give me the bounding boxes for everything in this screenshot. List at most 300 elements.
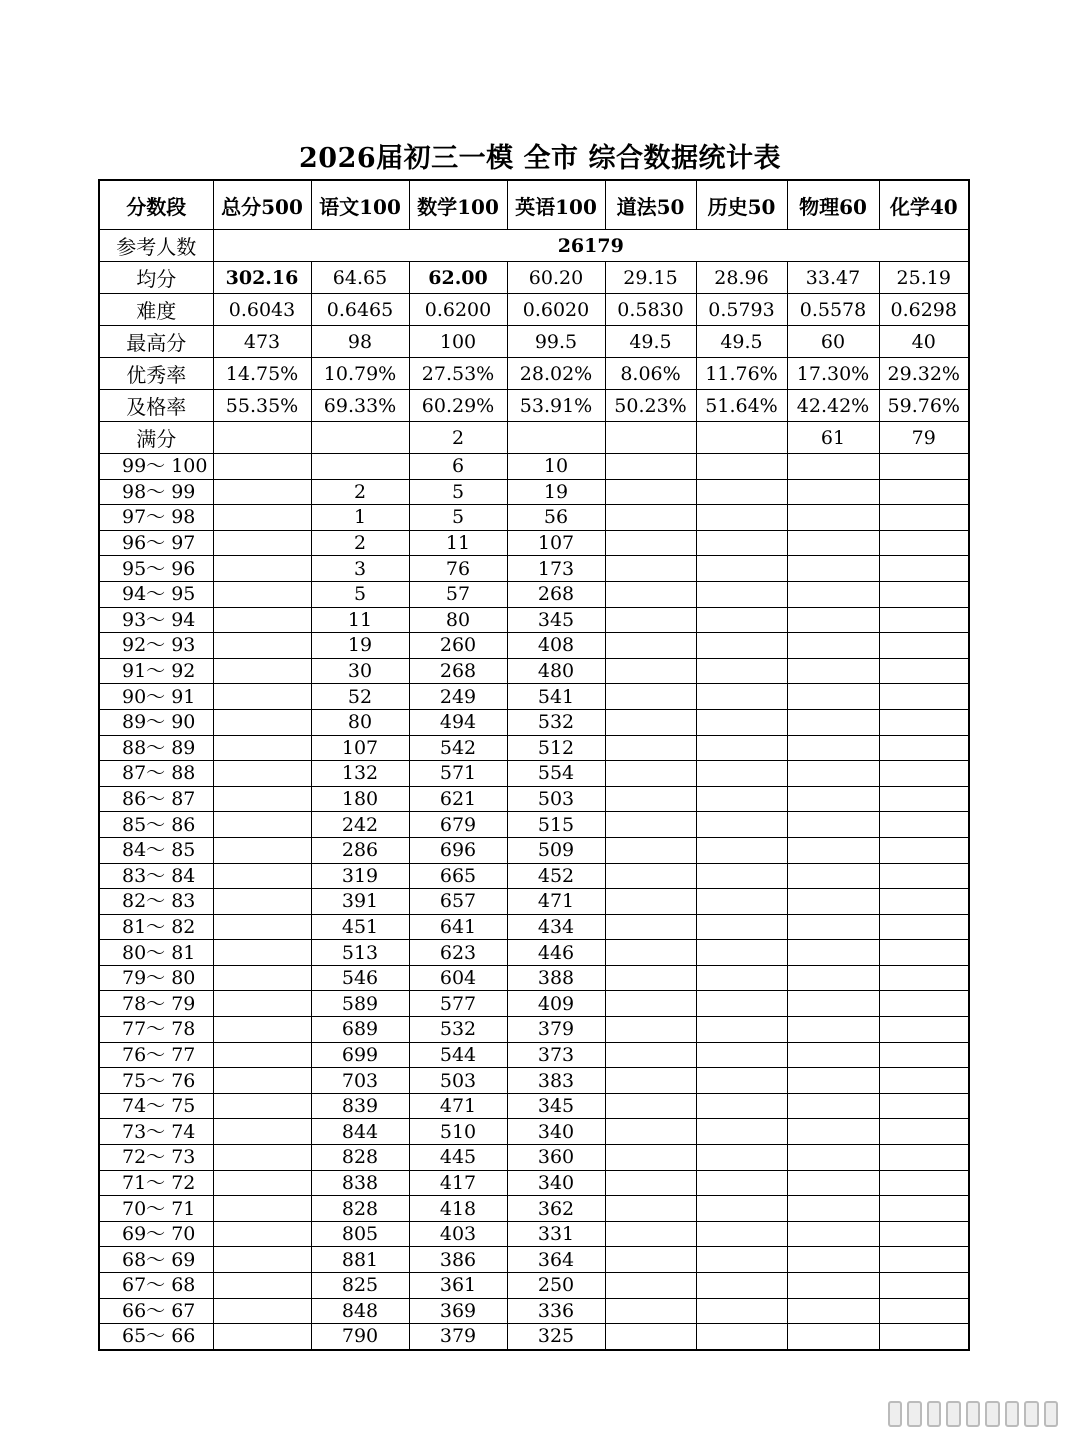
table-cell — [879, 479, 969, 505]
table-cell: 61 — [787, 422, 879, 454]
row-label: 及格率 — [99, 390, 213, 422]
table-cell — [879, 1170, 969, 1196]
row-label: 参考人数 — [99, 230, 213, 262]
table-cell — [605, 1196, 696, 1222]
column-header: 语文100 — [311, 180, 409, 230]
table-cell — [879, 581, 969, 607]
table-cell: 391 — [311, 889, 409, 915]
table-row — [99, 1170, 969, 1196]
table-cell: 268 — [507, 581, 605, 607]
table-cell — [787, 863, 879, 889]
table-cell: 828 — [311, 1145, 409, 1171]
table-cell: 577 — [409, 991, 507, 1017]
table-cell — [787, 1247, 879, 1273]
table-cell: 1 — [311, 505, 409, 531]
summary-row — [99, 326, 969, 358]
table-cell — [787, 914, 879, 940]
table-cell — [696, 837, 787, 863]
score-range: 69～ 70 — [99, 1221, 213, 1247]
table-row — [99, 1017, 969, 1043]
table-cell — [787, 786, 879, 812]
table-cell: 69.33% — [311, 390, 409, 422]
table-cell — [213, 709, 311, 735]
row-label: 满分 — [99, 422, 213, 454]
table-cell: 512 — [507, 735, 605, 761]
table-cell: 3 — [311, 556, 409, 582]
score-range: 84～ 85 — [99, 837, 213, 863]
table-cell: 0.6298 — [879, 294, 969, 326]
table-cell — [696, 454, 787, 480]
score-range: 71～ 72 — [99, 1170, 213, 1196]
table-cell: 42.42% — [787, 390, 879, 422]
score-range: 74～ 75 — [99, 1093, 213, 1119]
table-cell — [879, 761, 969, 787]
table-cell: 33.47 — [787, 262, 879, 294]
table-cell: 5 — [409, 479, 507, 505]
table-cell — [879, 1093, 969, 1119]
table-cell — [696, 607, 787, 633]
table-cell — [696, 556, 787, 582]
table-cell — [696, 1221, 787, 1247]
table-cell: 60.29% — [409, 390, 507, 422]
table-cell: 790 — [311, 1324, 409, 1350]
table-row — [99, 837, 969, 863]
table-cell — [605, 837, 696, 863]
table-cell — [879, 1042, 969, 1068]
table-cell — [787, 454, 879, 480]
table-cell: 554 — [507, 761, 605, 787]
table-cell — [696, 422, 787, 454]
table-cell — [787, 1298, 879, 1324]
table-cell — [696, 812, 787, 838]
table-cell: 825 — [311, 1273, 409, 1299]
table-cell — [605, 735, 696, 761]
table-cell — [879, 709, 969, 735]
table-row — [99, 505, 969, 531]
table-cell: 302.16 — [213, 262, 311, 294]
table-cell: 11 — [311, 607, 409, 633]
table-cell — [879, 1145, 969, 1171]
table-cell — [605, 556, 696, 582]
score-range: 65～ 66 — [99, 1324, 213, 1350]
score-range: 83～ 84 — [99, 863, 213, 889]
table-cell — [696, 581, 787, 607]
table-cell: 29.32% — [879, 358, 969, 390]
table-cell: 471 — [507, 889, 605, 915]
row-label: 优秀率 — [99, 358, 213, 390]
column-header: 数学100 — [409, 180, 507, 230]
table-cell: 532 — [507, 709, 605, 735]
table-cell: 180 — [311, 786, 409, 812]
table-cell — [879, 530, 969, 556]
table-cell — [787, 1042, 879, 1068]
table-cell — [213, 1247, 311, 1273]
table-cell — [787, 991, 879, 1017]
table-cell: 542 — [409, 735, 507, 761]
table-cell — [311, 422, 409, 454]
table-cell: 2 — [409, 422, 507, 454]
table-cell — [879, 633, 969, 659]
table-cell: 805 — [311, 1221, 409, 1247]
table-cell — [213, 607, 311, 633]
table-row — [99, 633, 969, 659]
table-cell: 107 — [507, 530, 605, 556]
score-range: 72～ 73 — [99, 1145, 213, 1171]
table-cell — [605, 422, 696, 454]
table-cell — [879, 1247, 969, 1273]
table-cell: 340 — [507, 1170, 605, 1196]
table-cell — [213, 1017, 311, 1043]
table-cell: 409 — [507, 991, 605, 1017]
table-cell — [605, 1273, 696, 1299]
table-cell: 515 — [507, 812, 605, 838]
table-cell: 49.5 — [605, 326, 696, 358]
table-cell — [605, 1170, 696, 1196]
table-cell — [213, 940, 311, 966]
score-range: 75～ 76 — [99, 1068, 213, 1094]
table-cell: 107 — [311, 735, 409, 761]
table-cell — [787, 505, 879, 531]
table-cell: 260 — [409, 633, 507, 659]
table-cell: 471 — [409, 1093, 507, 1119]
table-cell: 388 — [507, 965, 605, 991]
table-cell: 29.15 — [605, 262, 696, 294]
table-cell — [879, 1298, 969, 1324]
table-cell: 379 — [507, 1017, 605, 1043]
table-cell — [213, 530, 311, 556]
table-cell: 473 — [213, 326, 311, 358]
table-cell: 331 — [507, 1221, 605, 1247]
score-range: 92～ 93 — [99, 633, 213, 659]
table-cell: 59.76% — [879, 390, 969, 422]
table-cell: 55.35% — [213, 390, 311, 422]
table-cell: 446 — [507, 940, 605, 966]
table-cell — [213, 1298, 311, 1324]
table-cell: 50.23% — [605, 390, 696, 422]
table-cell: 27.53% — [409, 358, 507, 390]
table-cell — [787, 812, 879, 838]
table-cell: 57 — [409, 581, 507, 607]
table-cell — [787, 607, 879, 633]
table-row — [99, 1145, 969, 1171]
row-label: 最高分 — [99, 326, 213, 358]
table-cell — [605, 1042, 696, 1068]
table-row — [99, 479, 969, 505]
table-cell — [696, 1017, 787, 1043]
table-cell: 657 — [409, 889, 507, 915]
table-cell — [213, 1042, 311, 1068]
table-cell — [879, 1221, 969, 1247]
table-cell: 541 — [507, 684, 605, 710]
table-cell: 56 — [507, 505, 605, 531]
table-cell: 418 — [409, 1196, 507, 1222]
table-cell — [605, 761, 696, 787]
table-cell: 99.5 — [507, 326, 605, 358]
score-range: 66～ 67 — [99, 1298, 213, 1324]
table-row — [99, 812, 969, 838]
table-cell: 641 — [409, 914, 507, 940]
table-row — [99, 991, 969, 1017]
table-cell — [213, 1119, 311, 1145]
statistics-table — [98, 179, 970, 1351]
table-cell — [605, 863, 696, 889]
table-row — [99, 940, 969, 966]
table-cell — [787, 530, 879, 556]
table-cell — [213, 761, 311, 787]
table-cell — [787, 761, 879, 787]
table-cell — [605, 607, 696, 633]
summary-row — [99, 262, 969, 294]
table-row — [99, 581, 969, 607]
table-row — [99, 1093, 969, 1119]
table-cell: 480 — [507, 658, 605, 684]
table-cell — [213, 633, 311, 659]
summary-row — [99, 358, 969, 390]
table-cell: 403 — [409, 1221, 507, 1247]
table-cell — [787, 889, 879, 915]
table-cell: 509 — [507, 837, 605, 863]
table-cell — [787, 479, 879, 505]
table-cell — [605, 454, 696, 480]
table-cell — [605, 1017, 696, 1043]
table-cell: 325 — [507, 1324, 605, 1350]
table-cell: 544 — [409, 1042, 507, 1068]
table-cell — [213, 1221, 311, 1247]
table-cell: 173 — [507, 556, 605, 582]
table-row — [99, 1068, 969, 1094]
table-cell: 0.6465 — [311, 294, 409, 326]
table-row — [99, 684, 969, 710]
table-cell: 679 — [409, 812, 507, 838]
table-cell: 40 — [879, 326, 969, 358]
table-cell — [879, 1017, 969, 1043]
table-cell — [696, 479, 787, 505]
table-cell — [879, 1196, 969, 1222]
table-cell — [787, 684, 879, 710]
table-cell — [787, 1017, 879, 1043]
table-cell — [605, 940, 696, 966]
table-cell: 699 — [311, 1042, 409, 1068]
table-cell: 10 — [507, 454, 605, 480]
table-cell — [605, 1324, 696, 1350]
table-cell: 80 — [311, 709, 409, 735]
table-cell — [879, 940, 969, 966]
header-row — [99, 180, 969, 230]
table-cell: 340 — [507, 1119, 605, 1145]
table-row — [99, 1221, 969, 1247]
table-cell — [605, 1221, 696, 1247]
table-cell — [696, 530, 787, 556]
score-range: 80～ 81 — [99, 940, 213, 966]
table-cell — [696, 505, 787, 531]
table-cell — [213, 863, 311, 889]
table-cell: 14.75% — [213, 358, 311, 390]
summary-row — [99, 294, 969, 326]
table-cell: 696 — [409, 837, 507, 863]
table-cell — [696, 1324, 787, 1350]
table-cell — [879, 914, 969, 940]
participants-row — [99, 230, 969, 262]
table-cell — [787, 658, 879, 684]
table-cell: 623 — [409, 940, 507, 966]
score-range: 82～ 83 — [99, 889, 213, 915]
table-cell: 386 — [409, 1247, 507, 1273]
table-cell: 2 — [311, 479, 409, 505]
table-cell — [213, 914, 311, 940]
table-row — [99, 735, 969, 761]
score-range: 97～ 98 — [99, 505, 213, 531]
table-cell — [605, 1247, 696, 1273]
table-cell — [879, 607, 969, 633]
table-cell — [605, 965, 696, 991]
table-cell: 2 — [311, 530, 409, 556]
table-cell — [787, 709, 879, 735]
score-range: 99～ 100 — [99, 454, 213, 480]
table-cell: 11.76% — [696, 358, 787, 390]
table-cell — [213, 1324, 311, 1350]
watermark-icon — [888, 1401, 1058, 1427]
table-row — [99, 1273, 969, 1299]
column-header: 历史50 — [696, 180, 787, 230]
table-cell — [787, 735, 879, 761]
table-cell — [696, 658, 787, 684]
table-row — [99, 1247, 969, 1273]
table-cell: 60 — [787, 326, 879, 358]
table-row — [99, 786, 969, 812]
table-row — [99, 607, 969, 633]
table-cell — [879, 454, 969, 480]
table-cell — [605, 633, 696, 659]
score-range: 78～ 79 — [99, 991, 213, 1017]
score-range: 68～ 69 — [99, 1247, 213, 1273]
table-cell — [787, 1068, 879, 1094]
table-cell — [213, 837, 311, 863]
score-range: 96～ 97 — [99, 530, 213, 556]
table-cell — [213, 1273, 311, 1299]
table-cell: 5 — [409, 505, 507, 531]
table-cell: 510 — [409, 1119, 507, 1145]
score-range: 67～ 68 — [99, 1273, 213, 1299]
table-cell: 19 — [507, 479, 605, 505]
table-cell — [696, 1170, 787, 1196]
table-cell: 345 — [507, 1093, 605, 1119]
table-cell — [696, 965, 787, 991]
table-cell — [787, 581, 879, 607]
table-cell: 445 — [409, 1145, 507, 1171]
table-cell — [605, 812, 696, 838]
table-cell — [696, 889, 787, 915]
table-cell — [787, 1145, 879, 1171]
table-cell: 532 — [409, 1017, 507, 1043]
table-cell: 250 — [507, 1273, 605, 1299]
table-cell: 503 — [409, 1068, 507, 1094]
table-cell — [879, 658, 969, 684]
table-cell — [605, 1068, 696, 1094]
table-cell — [213, 1170, 311, 1196]
score-range: 73～ 74 — [99, 1119, 213, 1145]
table-cell: 28.96 — [696, 262, 787, 294]
table-cell: 369 — [409, 1298, 507, 1324]
summary-row — [99, 422, 969, 454]
table-row — [99, 1042, 969, 1068]
table-cell: 703 — [311, 1068, 409, 1094]
table-cell: 249 — [409, 684, 507, 710]
table-cell: 689 — [311, 1017, 409, 1043]
table-cell: 49.5 — [696, 326, 787, 358]
table-cell — [696, 991, 787, 1017]
table-cell — [787, 837, 879, 863]
table-cell: 80 — [409, 607, 507, 633]
table-cell — [213, 889, 311, 915]
table-cell — [696, 1298, 787, 1324]
table-cell: 51.64% — [696, 390, 787, 422]
table-cell — [787, 1093, 879, 1119]
table-body — [99, 180, 969, 1350]
table-cell: 0.6043 — [213, 294, 311, 326]
table-cell: 62.00 — [409, 262, 507, 294]
table-row — [99, 1119, 969, 1145]
table-cell — [879, 863, 969, 889]
table-row — [99, 530, 969, 556]
table-cell — [879, 1273, 969, 1299]
table-cell — [605, 479, 696, 505]
table-cell: 52 — [311, 684, 409, 710]
participants-count: 26179 — [213, 230, 969, 262]
table-cell — [213, 556, 311, 582]
score-range: 94～ 95 — [99, 581, 213, 607]
table-cell — [213, 1093, 311, 1119]
table-cell: 17.30% — [787, 358, 879, 390]
table-row — [99, 658, 969, 684]
table-cell — [879, 991, 969, 1017]
table-row — [99, 709, 969, 735]
table-cell: 373 — [507, 1042, 605, 1068]
table-cell: 503 — [507, 786, 605, 812]
table-cell — [696, 684, 787, 710]
column-header: 物理60 — [787, 180, 879, 230]
summary-row — [99, 390, 969, 422]
table-cell: 621 — [409, 786, 507, 812]
table-cell — [507, 422, 605, 454]
score-range: 79～ 80 — [99, 965, 213, 991]
table-cell — [696, 1042, 787, 1068]
table-cell: 19 — [311, 633, 409, 659]
table-cell — [605, 1093, 696, 1119]
score-range: 85～ 86 — [99, 812, 213, 838]
table-cell — [787, 556, 879, 582]
column-header: 英语100 — [507, 180, 605, 230]
table-cell — [605, 786, 696, 812]
score-range: 88～ 89 — [99, 735, 213, 761]
table-cell — [605, 1145, 696, 1171]
table-cell — [879, 812, 969, 838]
table-cell: 0.5793 — [696, 294, 787, 326]
score-range: 81～ 82 — [99, 914, 213, 940]
table-cell — [213, 581, 311, 607]
table-cell — [787, 1119, 879, 1145]
table-cell: 0.6020 — [507, 294, 605, 326]
table-cell — [696, 1068, 787, 1094]
score-range: 89～ 90 — [99, 709, 213, 735]
table-row — [99, 454, 969, 480]
table-cell — [879, 684, 969, 710]
table-cell — [879, 965, 969, 991]
table-cell — [696, 1093, 787, 1119]
table-row — [99, 889, 969, 915]
table-cell: 98 — [311, 326, 409, 358]
table-cell — [213, 505, 311, 531]
table-cell: 513 — [311, 940, 409, 966]
